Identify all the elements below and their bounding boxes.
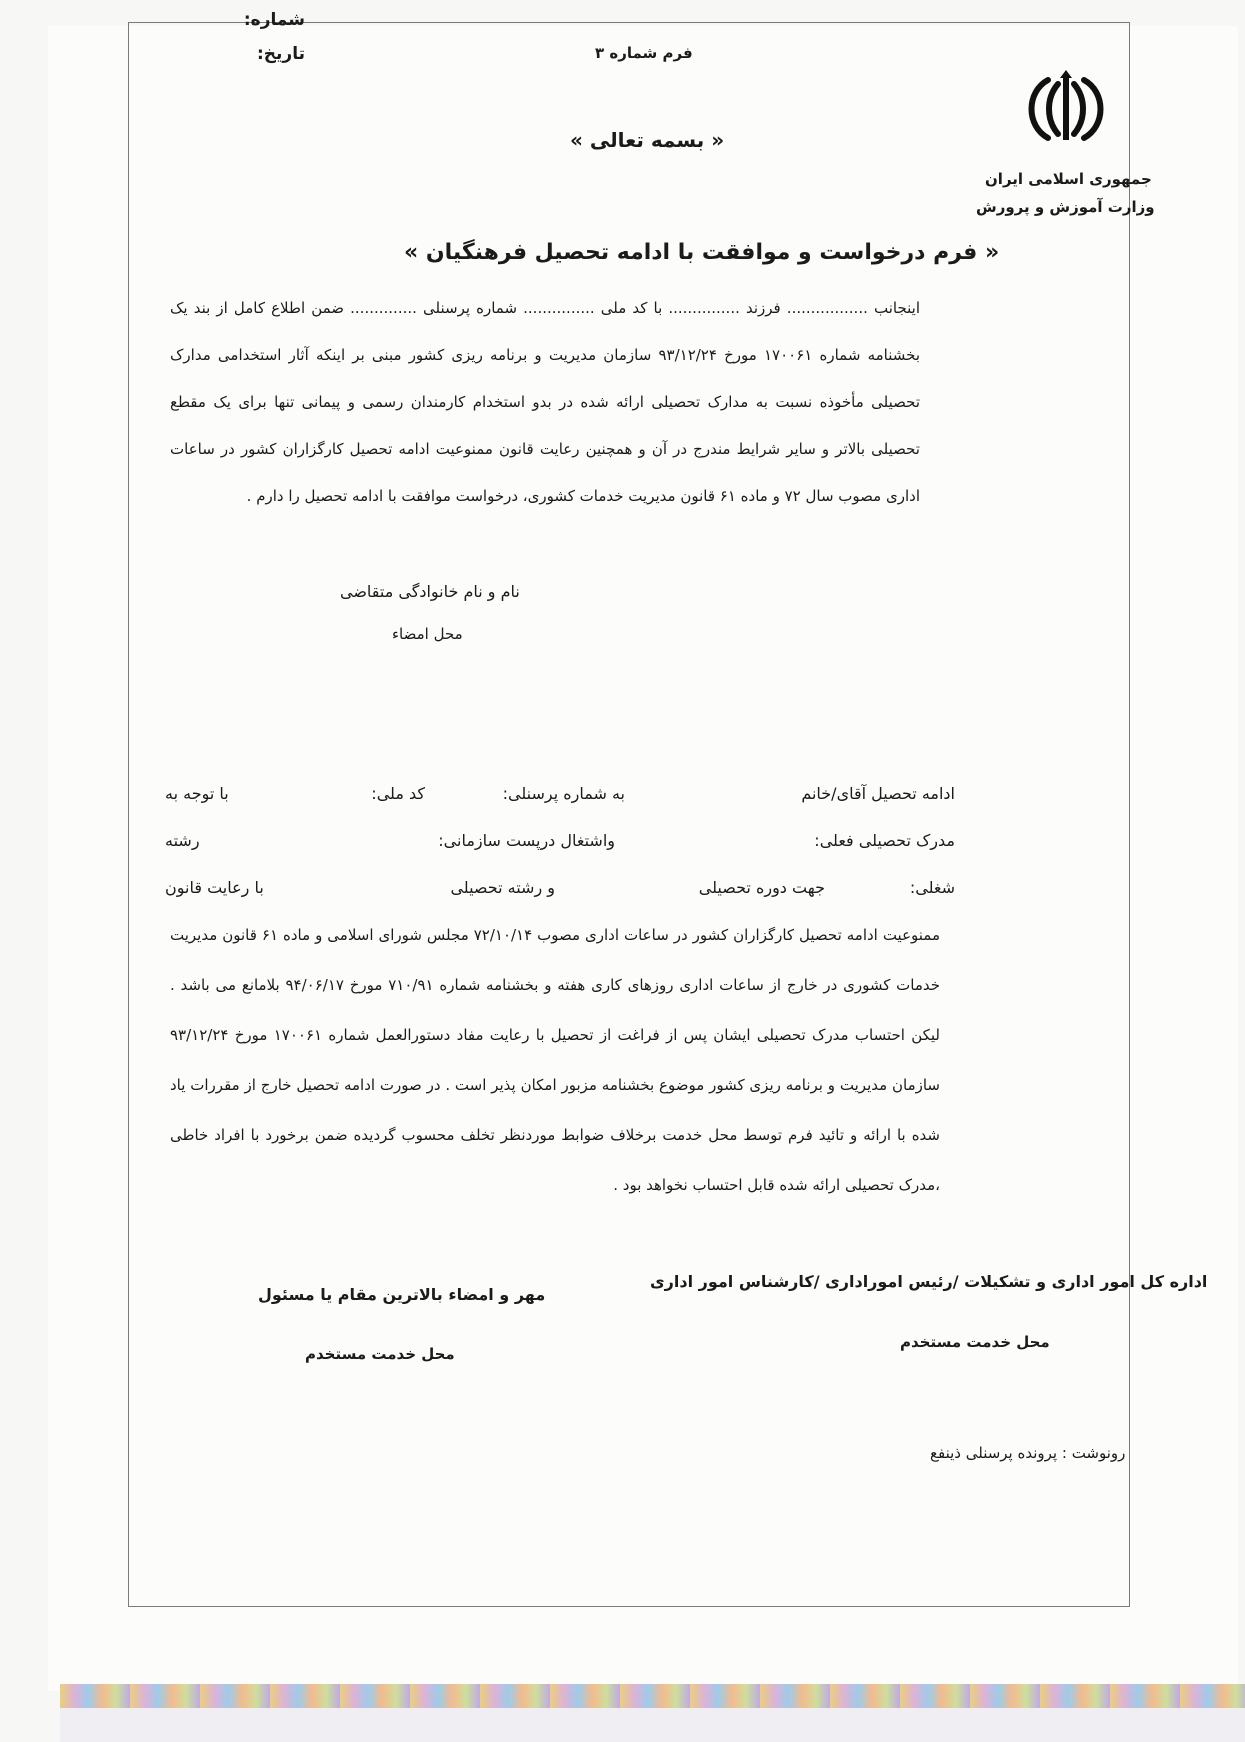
admin-office-signature-label: اداره کل امور اداری و تشکیلات /رئیس اموراداری /کارشناس امور اداری [650,1272,1208,1291]
basmala-heading: « بسمه تعالی » [570,128,725,152]
request-paragraph: اینجانب ................. فرزند ............... با کد ملی ............... شماره پرسنلی .............. ضمن اطلاع کامل از بند یک بخشنامه شماره ۱۷۰۰۶۱ مورخ ۹۳/۱۲/۲۴ سازمان مدیریت و برنامه ریزی کشور مبنی بر اینکه آثار استخدامی مدارک تحصیلی مأخوذه نسبت به مدارک تحصیلی ارائه شده در بدو استخدام کارمندان رسمی و پیمانی تنها برای یک مقطع تحصیلی بالاتر و سایر شرایط مندرج در آن و همچنین رعایت قانون ممنوعیت ادامه تحصیل کارگزاران کشور در ساعات اداری مصوب سال ۷۲ و ماده ۶۱ قانون مدیریت خدمات کشوری، درخواست موافقت با ادامه تحصیل را دارم . [170,299,920,505]
field-personnel-number: به شماره پرسنلی: [502,784,625,803]
field-organizational-post: واشتغال درپست سازمانی: [438,831,615,850]
field-major: رشته [165,831,200,850]
decision-fields [165,770,955,911]
form-number: فرم شماره ۳ [595,44,693,62]
decision-row-1 [165,770,955,817]
iran-emblem-logo [1018,70,1114,148]
letter-date-label: تاریخ: [257,44,305,64]
issuer-ministry: وزارت آموزش و پرورش [976,198,1155,216]
field-study-major: و رشته تحصیلی [450,878,555,897]
form-title: « فرم درخواست و موافقت با ادامه تحصیل فرهنگیان » [404,240,1000,265]
applicant-signature-place: محل امضاء [392,625,463,643]
highest-authority-signature-label: مهر و امضاء بالاترین مقام یا مسئول [258,1285,546,1304]
field-applicant-name: ادامه تحصیل آقای/خانم [801,784,955,803]
scan-color-stripe [60,1684,1245,1708]
letter-number-label: شماره: [243,10,305,30]
decision-row-2 [165,817,955,864]
field-study-period: جهت دوره تحصیلی [698,878,825,897]
field-current-degree: مدرک تحصیلی فعلی: [814,831,955,850]
field-job: شغلی: [909,878,955,897]
applicant-name-signature-label: نام و نام خانوادگی متقاضی [340,582,520,601]
decision-row-3 [165,864,955,911]
field-considering: با توجه به [165,784,229,803]
carbon-copy-note: رونوشت : پرونده پرسنلی ذینفع [930,1444,1126,1462]
field-national-code: کد ملی: [371,784,425,803]
issuer-country: جمهوری اسلامی ایران [985,170,1152,188]
field-law-compliance: با رعایت قانون [165,878,264,897]
scan-bottom-margin [60,1708,1245,1742]
workplace-label-right: محل خدمت مستخدم [900,1333,1050,1351]
decision-paragraph: ممنوعیت ادامه تحصیل کارگزاران کشور در ساعات اداری مصوب ۷۲/۱۰/۱۴ مجلس شورای اسلامی و ماده ۶۱ قانون مدیریت خدمات کشوری در خارج از ساعات اداری روزهای کاری هفته و بخشنامه شماره ۷۱۰/۹۱ مورخ ۹۴/۰۶/۱۷ بلامانع می باشد . لیکن احتساب مدرک تحصیلی ایشان پس از فراغت از تحصیل با رعایت مفاد دستورالعمل شماره ۱۷۰۰۶۱ مورخ ۹۳/۱۲/۲۴ سازمان مدیریت و برنامه ریزی کشور موضوع بخشنامه مزبور امکان پذیر است . در صورت ادامه تحصیل خارج از مقررات یاد شده با ارائه و تائید فرم توسط محل خدمت برخلاف ضوابط موردنظر تخلف محسوب گردیده ضمن برخورد با افراد خاطی ،مدرک تحصیلی ارائه شده قابل احتساب نخواهد بود . [170,926,941,1194]
workplace-label-left: محل خدمت مستخدم [305,1345,455,1363]
